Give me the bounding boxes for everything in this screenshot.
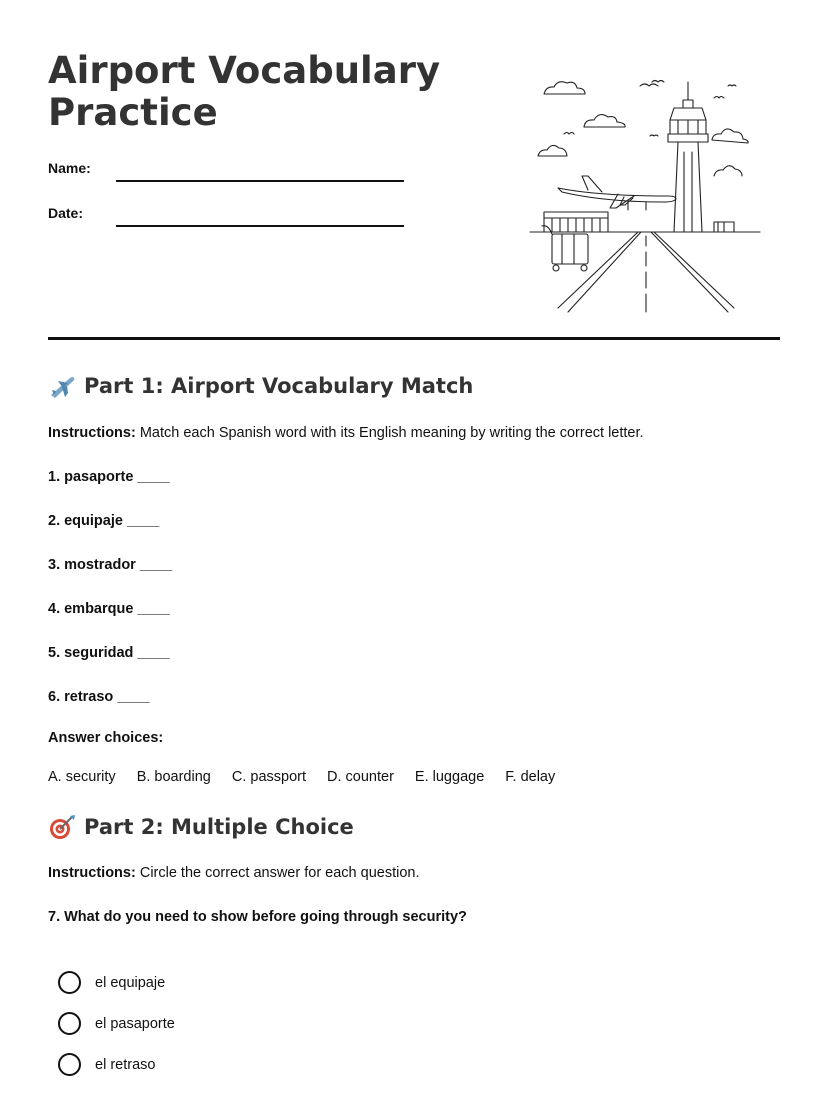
answer-choice: D. counter bbox=[327, 769, 394, 785]
section-divider bbox=[48, 337, 780, 340]
name-label: Name: bbox=[48, 160, 91, 176]
part2-instructions-text: Circle the correct answer for each question. bbox=[135, 865, 420, 881]
match-item-5[interactable]: 5. seguridad ____ bbox=[48, 645, 170, 661]
match-item-1[interactable]: 1. pasaporte ____ bbox=[48, 469, 170, 485]
match-item-4[interactable]: 4. embarque ____ bbox=[48, 601, 170, 617]
target-icon bbox=[48, 814, 76, 840]
part1-heading-text: Part 1: Airport Vocabulary Match bbox=[84, 374, 474, 398]
radio-circle[interactable] bbox=[58, 1053, 81, 1076]
radio-circle[interactable] bbox=[58, 1012, 81, 1035]
page-title bbox=[48, 50, 468, 134]
date-field[interactable] bbox=[48, 205, 83, 221]
answer-choice: F. delay bbox=[505, 769, 556, 785]
title-line-2: Practice bbox=[48, 91, 218, 134]
option-label: el retraso bbox=[95, 1056, 156, 1073]
cloud-icon bbox=[544, 82, 585, 94]
date-label: Date: bbox=[48, 205, 84, 221]
option-label: el pasaporte bbox=[95, 1015, 175, 1032]
part2-heading-text: Part 2: Multiple Choice bbox=[84, 815, 354, 839]
answer-option-1[interactable] bbox=[58, 971, 165, 994]
answer-option-3[interactable] bbox=[58, 1053, 155, 1076]
cloud-icon bbox=[714, 166, 742, 176]
answer-option-2[interactable] bbox=[58, 1012, 175, 1035]
answer-choice: A. security bbox=[48, 769, 116, 785]
cloud-icon bbox=[538, 145, 567, 156]
part1-instructions bbox=[48, 425, 644, 441]
bird-icon bbox=[564, 81, 736, 137]
terminal-building-icon bbox=[544, 212, 734, 232]
airplane-drawing-icon bbox=[558, 176, 676, 210]
part2-instructions-label: Instructions: bbox=[48, 865, 136, 881]
answer-choice: C. passport bbox=[231, 769, 307, 785]
part1-instructions-label: Instructions: bbox=[48, 425, 136, 441]
cloud-icon bbox=[712, 129, 748, 143]
name-field[interactable] bbox=[48, 160, 91, 176]
answer-choices bbox=[48, 769, 576, 785]
answer-choices-label: Answer choices: bbox=[48, 730, 164, 746]
name-line[interactable] bbox=[116, 180, 404, 182]
airport-illustration bbox=[528, 72, 764, 316]
part1-instructions-text: Match each Spanish word with its English meaning by writing the correct letter. bbox=[135, 425, 644, 441]
runway-icon bbox=[530, 232, 760, 312]
airplane-icon bbox=[48, 373, 76, 399]
answer-choice: B. boarding bbox=[136, 769, 211, 785]
question-7: 7. What do you need to show before going through security? bbox=[48, 909, 467, 925]
match-item-3[interactable]: 3. mostrador ____ bbox=[48, 557, 173, 573]
title-line-1: Airport Vocabulary bbox=[48, 49, 441, 92]
control-tower-icon bbox=[668, 82, 708, 232]
answer-choice: E. luggage bbox=[414, 769, 485, 785]
option-label: el equipaje bbox=[95, 974, 166, 991]
part1-heading bbox=[48, 373, 473, 399]
part2-instructions bbox=[48, 865, 420, 881]
part2-heading bbox=[48, 814, 354, 840]
date-line[interactable] bbox=[116, 225, 404, 227]
match-item-6[interactable]: 6. retraso ____ bbox=[48, 689, 150, 705]
radio-circle[interactable] bbox=[58, 971, 81, 994]
match-item-2[interactable]: 2. equipaje ____ bbox=[48, 513, 160, 529]
cloud-icon bbox=[584, 115, 625, 127]
